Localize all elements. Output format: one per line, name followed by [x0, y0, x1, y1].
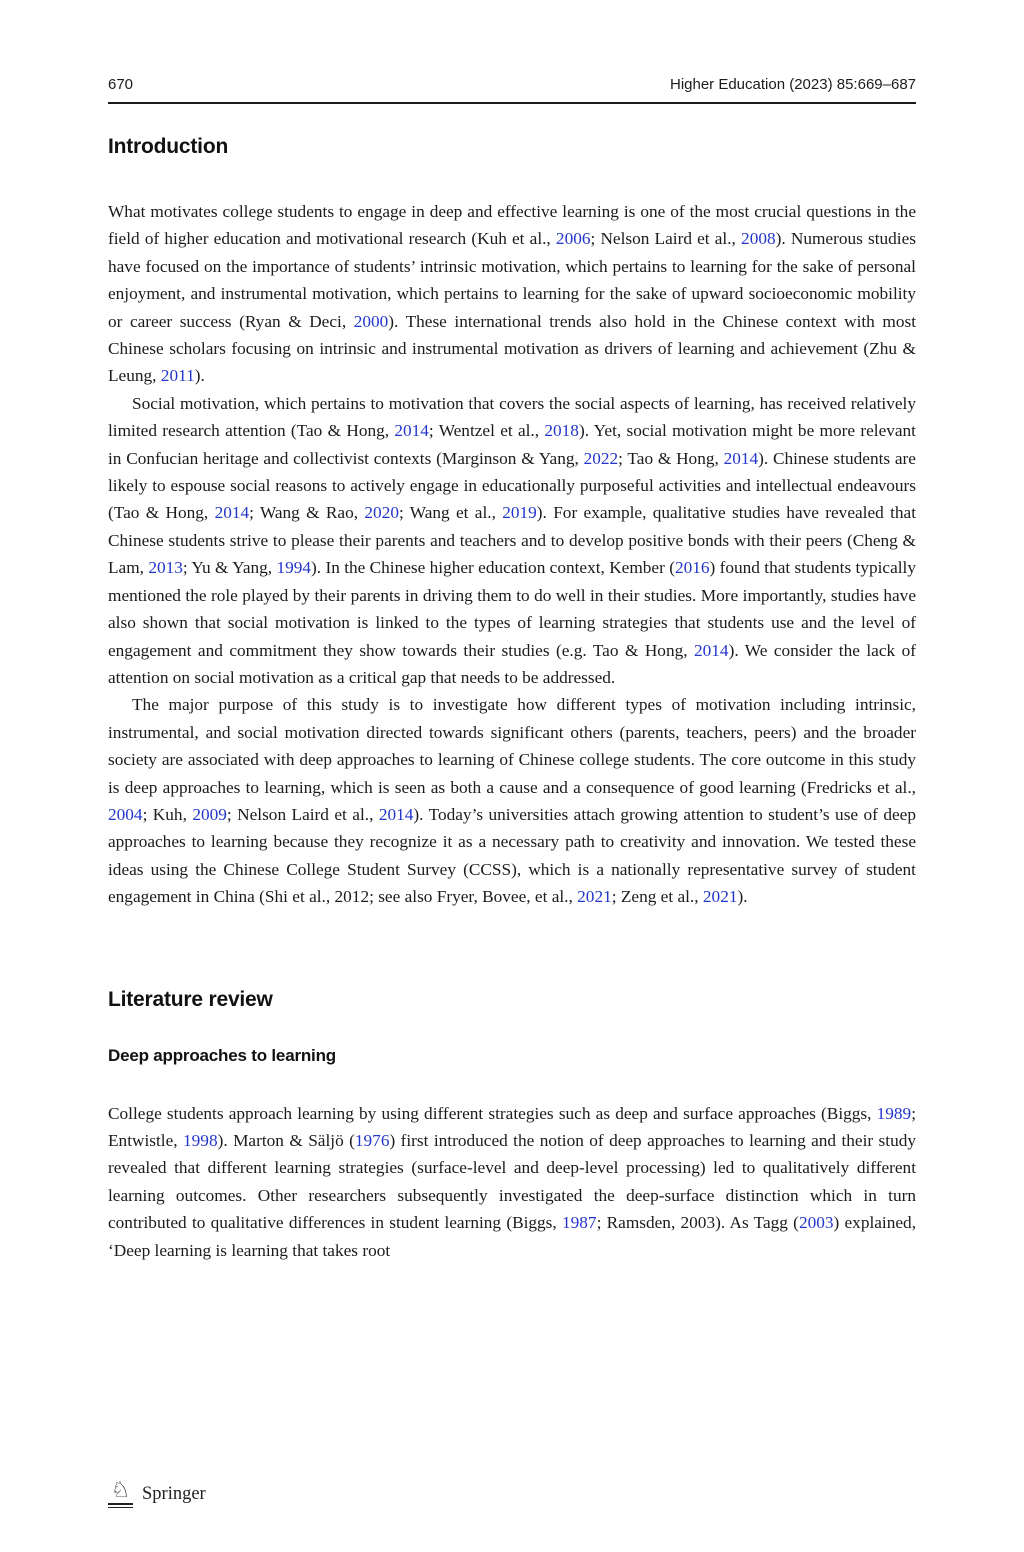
text-run: ). Numerous studies have focused on the importance of students’ intrinsic motivation, which pertains to learning for the sake of personal enjoyment, and instrumental motivation, which pertains to learning for the sake of upward socioeconomic mobility or career success (Ryan & Deci, [108, 229, 916, 331]
text-run: ; Entwistle, [108, 1103, 916, 1150]
citation-link[interactable]: 2014 [694, 640, 729, 660]
citation-link[interactable]: 2000 [353, 311, 389, 331]
citation-link[interactable]: 2009 [192, 804, 227, 824]
citation-link[interactable]: 2014 [394, 421, 429, 441]
citation-link[interactable]: 1989 [876, 1103, 912, 1123]
text-run: ). [737, 887, 748, 907]
paragraph-litreview-1 [108, 1100, 916, 1264]
text-run: ; Yu & Yang, [182, 558, 277, 578]
text-run: ; Nelson Laird et al., [226, 804, 379, 824]
text-run: ) explained, ‘Deep learning is learning that takes root [108, 1213, 917, 1260]
text-run: ; Nelson Laird et al., [590, 229, 742, 249]
text-run: College students approach learning by using different strategies such as deep and surface approaches (Biggs, [108, 1103, 877, 1123]
text-run: ; Wang & Rao, [249, 503, 365, 523]
page-content [108, 0, 916, 1264]
text-run: What motivates college students to engage in deep and effective learning is one of the most crucial questions in the field of higher education and motivational research (Kuh et al., [108, 202, 916, 249]
citation-link[interactable]: 1994 [276, 558, 312, 578]
text-run: ; Wang et al., [398, 503, 503, 523]
page-footer [108, 1480, 206, 1508]
citation-link[interactable]: 2003 [798, 1213, 834, 1233]
text-run: ). [194, 366, 205, 386]
journal-ref: Higher Education (2023) 85:669–687 [669, 76, 916, 93]
text-run: ). Yet, social motivation might be more relevant in Confucian heritage and collectivist contexts (Marginson & Yang, [108, 421, 916, 468]
text-run: ) first introduced the notion of deep approaches to learning and their study revealed that different learning strategies (surface-level and deep-level processing) led to qualitatively different learning outcomes. Other researchers subsequently investigated the deep-surface distinction which in turn contributed to qualitative differences in student learning (Biggs, [108, 1130, 917, 1233]
citation-link[interactable]: 2014 [214, 503, 250, 523]
citation-link[interactable]: 2013 [148, 558, 183, 578]
citation-link[interactable]: 1976 [354, 1130, 390, 1150]
springer-knight-icon: ♘ [108, 1480, 133, 1508]
citation-link[interactable]: 2020 [364, 503, 399, 523]
section-title-literature-review: Literature review [108, 987, 273, 1011]
citation-link[interactable]: 1987 [562, 1213, 597, 1233]
text-run: ) found that students typically mentioned the role played by their parents in driving them to do well in their studies. More importantly, studies have also shown that social motivation is linked to the types of learning strategies that students use and the level of engagement and commitment they show towards their studies (e.g. Tao & Hong, [108, 558, 917, 660]
citation-link[interactable]: 2019 [502, 503, 537, 523]
text-run: ; Ramsden, 2003). As Tagg ( [596, 1213, 799, 1233]
text-run: ). Marton & Säljö ( [217, 1130, 355, 1150]
citation-link[interactable]: 2011 [160, 366, 195, 386]
paragraph-intro-1 [108, 198, 916, 390]
text-run: ; Tao & Hong, [618, 448, 724, 468]
citation-link[interactable]: 2016 [674, 558, 710, 578]
section-title-introduction: Introduction [108, 135, 229, 158]
text-run: ). Today’s universities attach growing attention to student’s use of deep approaches to learning because they recognize it as a necessary path to creativity and innovation. We tested these ideas using the Chinese College Student Survey (CCSS), which is a nationally representative survey of student engagement in China (Shi et al., 2012; see also Fryer, Bovee, et al., [108, 804, 916, 907]
citation-link[interactable]: 2022 [583, 448, 619, 468]
page-header [108, 76, 916, 104]
text-run: The major purpose of this study is to investigate how different types of motivation including intrinsic, instrumental, and social motivation directed towards significant others (parents, teachers, peers) and the broader society are associated with deep approaches to learning of Chinese college students. The core outcome in this study is deep approaches to learning, which is seen as both a cause and a consequence of good learning (Fredricks et al., [108, 695, 916, 797]
text-run: ). In the Chinese higher education context, Kember ( [311, 558, 675, 578]
text-run: ). We consider the lack of attention on social motivation as a critical gap that needs to be addressed. [108, 640, 916, 687]
citation-link[interactable]: 2014 [723, 448, 759, 468]
text-run: ; Wentzel et al., [428, 421, 545, 441]
subsection-title-deep-approaches: Deep approaches to learning [108, 1045, 336, 1065]
citation-link[interactable]: 1998 [183, 1130, 218, 1150]
text-run: Social motivation, which pertains to motivation that covers the social aspects of learning, has received relatively limited research attention (Tao & Hong, [108, 393, 916, 441]
page-number: 670 [108, 76, 134, 93]
paragraph-intro-2 [108, 390, 916, 691]
text-run: ). Chinese students are likely to espouse social reasons to actively engage in educationally purposeful activities and intellectual endeavours (Tao & Hong, [108, 448, 916, 523]
citation-link[interactable]: 2014 [378, 804, 414, 824]
citation-link[interactable]: 2004 [108, 804, 143, 824]
paragraph-intro-3 [108, 691, 916, 910]
citation-link[interactable]: 2018 [544, 421, 579, 441]
text-run: ; Zeng et al., [611, 887, 703, 907]
text-run: ; Kuh, [142, 804, 193, 824]
citation-link[interactable]: 2021 [577, 887, 612, 907]
text-run: ). These international trends also hold in the Chinese context with most Chinese scholars focusing on intrinsic and instrumental motivation as drivers of learning and achievement (Zhu & Leung, [108, 311, 916, 386]
publisher-name: Springer [142, 1483, 206, 1504]
text-run: ). For example, qualitative studies have revealed that Chinese students strive to please their parents and teachers and to develop positive bonds with their peers (Cheng & Lam, [108, 503, 917, 578]
citation-link[interactable]: 2021 [702, 887, 738, 907]
citation-link[interactable]: 2006 [555, 229, 591, 249]
citation-link[interactable]: 2008 [741, 229, 776, 249]
